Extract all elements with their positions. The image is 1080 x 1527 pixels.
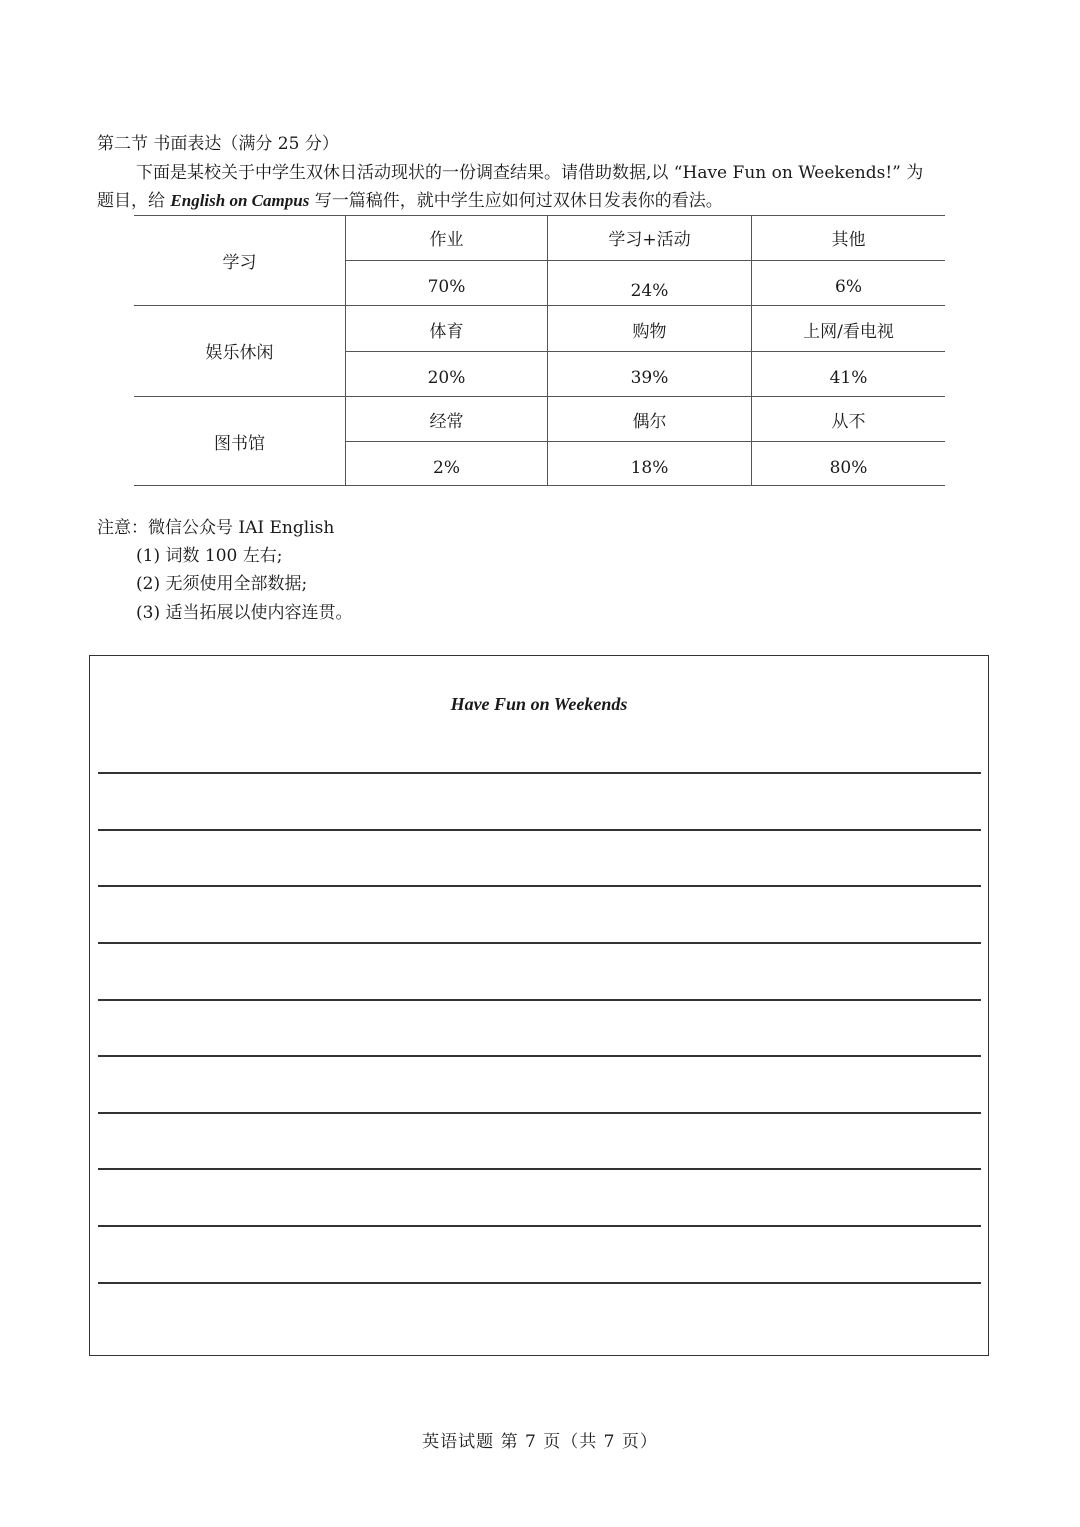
value-cell: 70% — [427, 277, 466, 297]
note-item: (3) 适当拓展以使内容连贯。 — [136, 603, 353, 623]
prompt-line-2 — [97, 190, 723, 212]
writing-line — [98, 885, 981, 887]
label-cell: 作业 — [429, 230, 464, 250]
value-cell: 18% — [630, 458, 669, 478]
label-cell: 经常 — [429, 412, 464, 432]
essay-title: Have Fun on Weekends — [450, 694, 628, 714]
value-cell: 6% — [835, 277, 862, 297]
writing-area[interactable] — [89, 655, 989, 1356]
note-item: (1) 词数 100 左右; — [136, 546, 283, 566]
value-cell: 2% — [433, 458, 460, 478]
value-cell: 41% — [829, 368, 868, 388]
value-cell: 24% — [630, 281, 669, 301]
label-cell: 学习+活动 — [608, 230, 691, 250]
label-cell: 偶尔 — [632, 412, 667, 432]
section-title: 第二节 书面表达（满分 25 分） — [97, 134, 339, 154]
survey-table — [134, 215, 945, 486]
writing-line — [98, 772, 981, 774]
writing-line — [98, 1055, 981, 1057]
prompt-line-1: 下面是某校关于中学生双休日活动现状的一份调查结果。请借助数据,以 “Have Fun on Weekends!” 为 — [136, 163, 924, 183]
label-cell: 体育 — [429, 322, 464, 342]
label-cell: 从不 — [831, 412, 866, 432]
label-cell: 上网/看电视 — [803, 322, 894, 342]
category-cell: 娱乐休闲 — [205, 343, 274, 363]
prompt-line-2-start: 题目，给 — [97, 191, 171, 211]
label-cell: 购物 — [632, 322, 667, 342]
writing-line — [98, 1282, 981, 1284]
label-cell: 其他 — [831, 230, 866, 250]
writing-line — [98, 1225, 981, 1227]
writing-line — [98, 829, 981, 831]
writing-line — [98, 1112, 981, 1114]
writing-line — [98, 1168, 981, 1170]
value-cell: 80% — [829, 458, 868, 478]
prompt-line-2-end: 写一篇稿件，就中学生应如何过双休日发表你的看法。 — [309, 191, 723, 211]
writing-line — [98, 999, 981, 1001]
value-cell: 20% — [427, 368, 466, 388]
page-footer: 英语试题 第 7 页（共 7 页） — [422, 1432, 658, 1452]
value-cell: 39% — [630, 368, 669, 388]
category-cell: 图书馆 — [214, 434, 265, 454]
note-item: (2) 无须使用全部数据; — [136, 574, 308, 594]
category-cell: 学习 — [222, 253, 257, 273]
magazine-name: English on Campus — [170, 191, 310, 210]
writing-line — [98, 942, 981, 944]
notes-heading: 注意：微信公众号 IAI English — [97, 518, 335, 538]
